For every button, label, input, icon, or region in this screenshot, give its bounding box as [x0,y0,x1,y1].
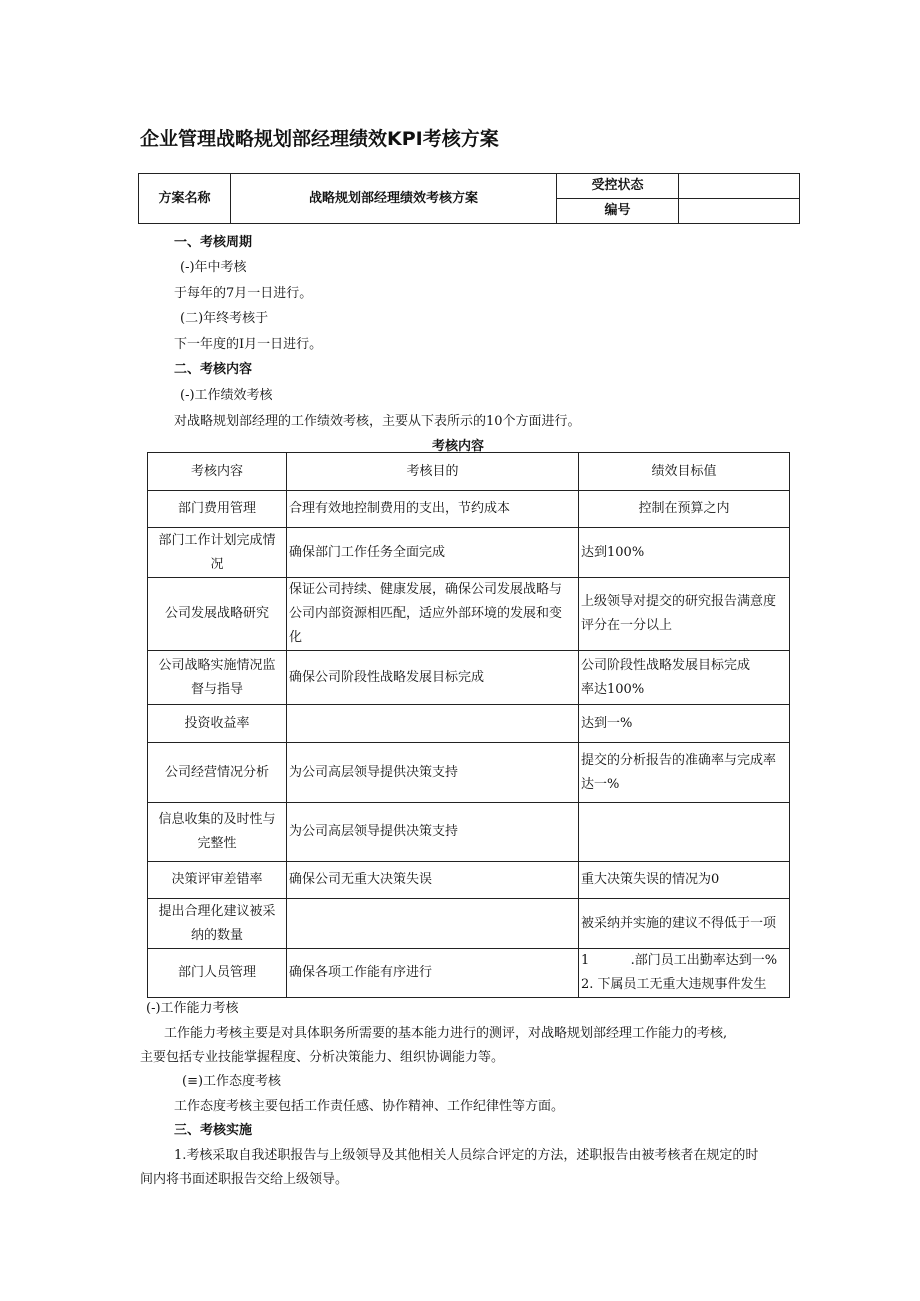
table-cell-target [579,491,790,528]
section-1-text-2: 下一年度的I月一日进行。 [174,337,323,352]
table-row [148,862,790,899]
cell-line: 提出合理化建议被采 [158,903,276,919]
table-cell-purpose [287,578,579,651]
cell-line: 确保各项工作能有序进行 [289,965,433,980]
document-title: 企业管理战略规划部经理绩效KPI考核方案 [140,128,499,150]
table-cell-item [148,578,287,651]
table-header-row [148,453,790,491]
cell-line: 合理有效地控制费用的支出，节约成本 [289,501,511,516]
table-cell-item [148,743,287,803]
control-status-label: 受控状态 [557,174,679,199]
table-cell-target [579,743,790,803]
table-cell-purpose [287,949,579,998]
table-cell-item [148,899,287,949]
section-3-text-1a: 1.考核采取自我述职报告与上级领导及其他相关人员综合评定的方法，述职报告由被考核者在规定的时 [174,1148,759,1163]
cell-line: 为公司高层领导提供决策支持 [289,824,459,839]
cell-line: 率达100% [581,681,645,697]
table-cell-purpose [287,705,579,743]
table-cell-target [579,862,790,899]
control-status-value [679,174,800,199]
cell-line: 况 [210,556,224,572]
table-cell-target [579,803,790,862]
section-3-title: 三、考核实施 [174,1123,253,1138]
cell-line: 部门人员管理 [177,965,256,980]
cell-line: 公司经营情况分析 [164,764,269,780]
table-row [148,949,790,998]
table-cell-purpose [287,803,579,862]
cell-line: 控制在预算之内 [638,501,730,516]
table-cell-item [148,949,287,998]
number-value [679,199,800,224]
table-header-cell: 考核内容 [148,453,287,491]
section-2-text-2b: 主要包括专业技能掌握程度、分析决策能力、组织协调能力等。 [140,1050,505,1065]
cell-line: 公司发展战略研究 [164,606,269,621]
section-2-text-2a: 工作能力考核主要是对具体职务所需要的基本能力进行的测评，对战略规划部经理工作能力的考核, [164,1026,728,1041]
cell-line: 化 [289,630,303,645]
table-cell-target [579,949,790,998]
cell-line: 达一% [581,776,620,792]
section-1-title: 一、考核周期 [174,235,253,250]
kpi-table [147,452,790,998]
table-cell-item [148,705,287,743]
scheme-name-value: 战略规划部经理绩效考核方案 [231,174,557,224]
table-cell-target [579,651,790,705]
table-cell-target [579,705,790,743]
scheme-name-label: 方案名称 [139,174,231,224]
header-table [138,173,800,224]
table-cell-item [148,651,287,705]
section-1-sub-1: (-)年中考核 [180,260,247,275]
section-2-text-1: 对战略规划部经理的工作绩效考核，主要从下表所示的10个方面进行。 [174,414,581,429]
cell-line: 投资收益率 [184,715,250,731]
cell-line: 公司阶段性战略发展目标完成 [581,657,751,673]
cell-line: 完整性 [197,836,237,851]
cell-line: 确保公司阶段性战略发展目标完成 [289,669,485,685]
cell-line: 纳的数量 [190,927,243,943]
section-2-sub-2: (-)工作能力考核 [146,1001,239,1016]
cell-line: 为公司高层领导提供决策支持 [289,764,459,780]
table-header-cell: 绩效目标值 [579,453,790,491]
cell-line: 被采纳并实施的建议不得低于一项 [581,915,777,931]
table-cell-purpose [287,651,579,705]
table-row [148,803,790,862]
table-cell-purpose [287,899,579,949]
cell-line: 提交的分析报告的准确率与完成率 [581,752,777,768]
table-header-cell: 考核目的 [287,453,579,491]
table-cell-item [148,528,287,578]
cell-line: 部门费用管理 [177,501,256,516]
table-row [148,743,790,803]
table-cell-target [579,528,790,578]
table-row [148,528,790,578]
section-2-sub-3: (≡)工作态度考核 [182,1074,282,1089]
table-cell-item [148,803,287,862]
table-cell-target [579,899,790,949]
section-1-sub-2: (二)年终考核于 [180,311,269,326]
cell-line: 上级领导对提交的研究报告满意度 [581,594,777,609]
cell-line: 达到100% [581,544,645,560]
table-row [148,705,790,743]
cell-line: 重大决策失误的情况为0 [581,872,720,887]
table-row [148,491,790,528]
table-row [148,899,790,949]
table-cell-target [579,578,790,651]
cell-line: 公司战略实施情况监 [158,657,276,673]
section-2-title: 二、考核内容 [174,362,253,377]
cell-line: 达到一% [581,715,633,731]
cell-line: 决策评审差错率 [171,872,263,887]
section-3-text-1b: 间内将书面述职报告交给上级领导。 [140,1172,349,1187]
section-2-text-3: 工作态度考核主要包括工作责任感、协作精神、工作纪律性等方面。 [174,1099,565,1114]
cell-line: 督与指导 [190,681,243,697]
table-cell-purpose [287,491,579,528]
cell-line: 确保公司无重大决策失误 [289,872,433,887]
cell-line: 公司内部资源相匹配，适应外部环境的发展和变 [289,606,563,621]
table-cell-purpose [287,743,579,803]
table-row [148,651,790,705]
table-cell-item [148,491,287,528]
number-label: 编号 [557,199,679,224]
cell-line: 信息收集的及时性与 [158,812,276,827]
table-cell-purpose [287,862,579,899]
table-row [148,578,790,651]
section-2-sub-1: (-)工作绩效考核 [180,388,273,403]
cell-line: 确保部门工作任务全面完成 [289,544,446,560]
table-caption: 考核内容 [432,439,485,454]
cell-line: 评分在一分以上 [581,618,673,633]
cell-line: 部门工作计划完成情 [158,532,276,548]
section-1-text-1: 于每年的7月一日进行。 [174,286,313,301]
table-cell-item [148,862,287,899]
cell-line: 保证公司持续、健康发展，确保公司发展战略与 [289,582,563,597]
table-cell-purpose [287,528,579,578]
cell-line: 1 .部门员工出勤率达到一% [581,953,778,968]
cell-line: 2. 下属员工无重大违规事件发生 [581,977,767,992]
